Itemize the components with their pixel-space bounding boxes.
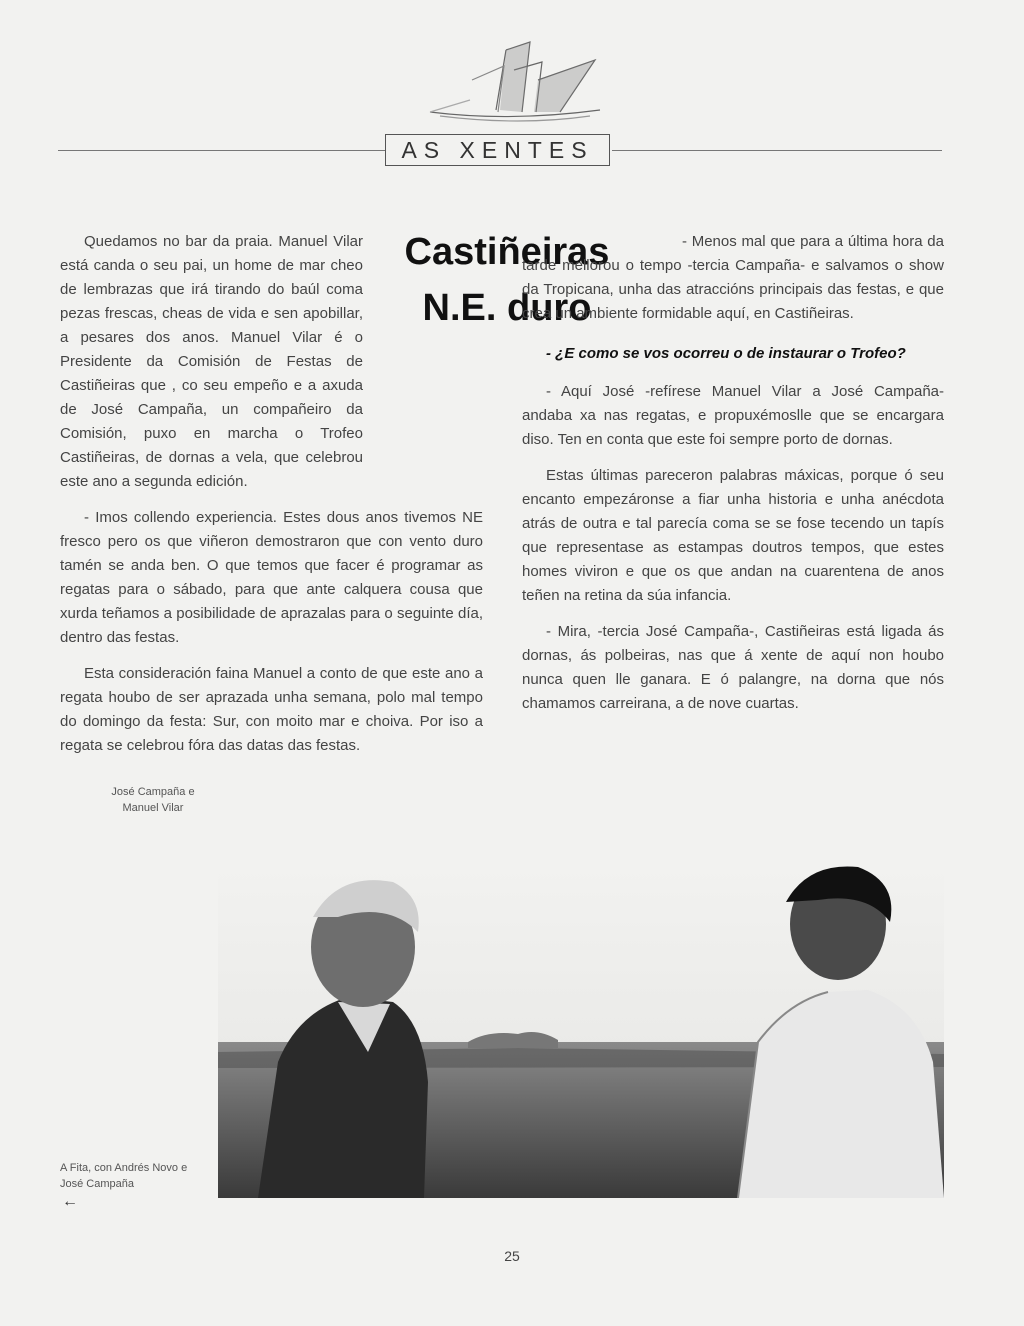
left-paragraph-2: - Imos collendo experiencia. Estes dous anos tivemos NE fresco pero os que viñeron demostraron que con vento duro tamén se anda ben. O que temos que facer é programar as regatas para o sábado, para que ante calquera cousa que xurda teñamos a posibilidade de aprazalas para o seguinte día, dentro das festas. [60, 509, 483, 646]
header-rule-right [612, 150, 942, 151]
section-title: AS XENTES [385, 134, 610, 166]
right-column [522, 230, 944, 728]
article-title-line2: N.E. duro [422, 287, 592, 329]
right-paragraph-3: - Mira, -tercia José Campaña-, Castiñeiras está ligada ás dornas, ás polbeiras, nas que á xente de aquí non houbo nunca quen lle ganara. E ó palangre, na dorna que nós chamamos carreirana, a de nove cuartas. [522, 623, 944, 712]
header-rule-left [58, 150, 385, 151]
article-title-line1: Castiñeiras [404, 231, 610, 273]
right-paragraph-1: - Aquí José -refírese Manuel Vilar a José Campaña- andaba xa nas regatas, e propuxémoslle que se encargara diso. Ten en conta que este foi sempre porto de dornas. [522, 383, 944, 448]
photo-two-men [218, 862, 944, 1198]
photo-caption: José Campaña e Manuel Vilar [111, 786, 195, 814]
sailboat-logo-icon [410, 30, 610, 130]
left-column [60, 230, 483, 770]
page-number: 25 [504, 1248, 520, 1264]
left-paragraph-3: Esta consideración faina Manuel a conto de que este ano a regata houbo de ser aprazada unha semana, polo mal tempo do domingo da festa: Sur, con moito mar e choiva. Por iso a regata se celebrou fóra das datas das festas. [60, 665, 483, 754]
left-paragraph-1: Quedamos no bar da praia. Manuel Vilar está canda o seu pai, un home de mar cheo de lembrazas que irá tirando do baúl coma pezas frescas, cheas de vida e sen apobillar, a pesares dos anos. Manuel Vilar é o Presidente da Comisión de Festas de Castiñeiras que , co seu empeño e a axuda de José Campaña, un compañeiro da Comisión, puxo en marcha o Trofeo Castiñeiras, de dornas a vela, que celebrou este ano a segunda edición. [60, 233, 363, 490]
right-intro-paragraph: - Menos mal que para a última hora da tarde mellorou o tempo -tercia Campaña- e salvamos o show da Tropicana, unha das atraccións principais das festas, e que crea un ambiente formidable aquí, en Castiñeiras. [522, 233, 944, 322]
right-paragraph-2: Estas últimas pareceron palabras máxicas, porque ó seu encanto empezáronse a fiar unha historia e unha anécdota atrás de outra e tal parecía coma se se fose tecendo un tapís que representase as estampas doutros tempos, que estes homes viviron e que os que andan na cuarentena de anos teñen na retina da súa infancia. [522, 467, 944, 604]
question-heading: - ¿E como se vos ocorreu o de instaurar o Trofeo? [546, 345, 906, 362]
left-arrow-icon: ← [62, 1193, 78, 1210]
side-caption: A Fita, con Andrés Novo e José Campaña [60, 1162, 188, 1190]
